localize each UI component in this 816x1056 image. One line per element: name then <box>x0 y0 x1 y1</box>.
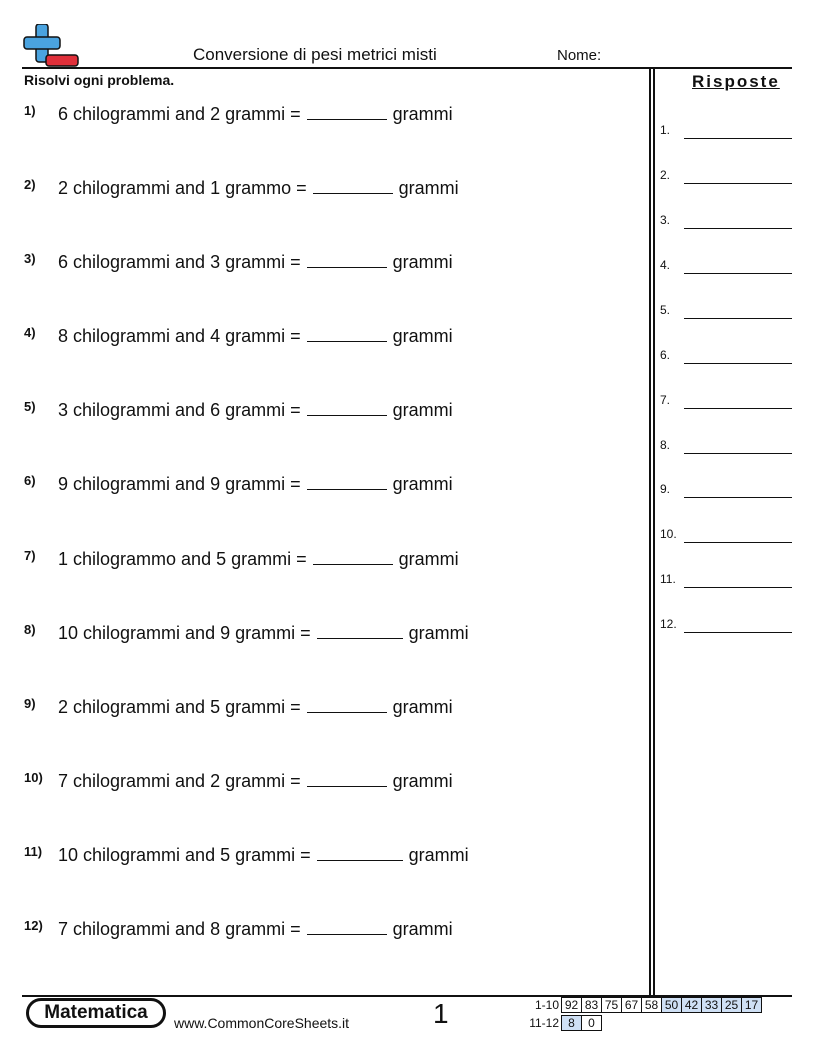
problem-6 <box>24 471 453 495</box>
score-cell: 50 <box>661 997 682 1013</box>
answer-slot-6[interactable] <box>660 348 792 364</box>
answer-blank[interactable] <box>317 620 403 639</box>
plus-minus-logo-icon <box>22 24 80 68</box>
problem-text: 8 chilogrammi and 4 grammi = <box>58 326 301 346</box>
problem-text: 6 chilogrammi and 3 grammi = <box>58 252 301 272</box>
answer-line <box>684 453 792 454</box>
answer-slot-7[interactable] <box>660 393 792 409</box>
problem-number: 9) <box>24 696 36 711</box>
answer-line <box>684 138 792 139</box>
problem-unit: grammi <box>392 919 453 939</box>
problem-10 <box>24 768 453 792</box>
answer-label: 1. <box>660 123 671 137</box>
answer-label: 7. <box>660 393 671 407</box>
brand-badge: Matematica <box>26 998 166 1028</box>
page-title: Conversione di pesi metrici misti <box>193 45 437 64</box>
answer-blank[interactable] <box>307 694 387 713</box>
problem-number: 10) <box>24 770 43 785</box>
answer-line <box>684 497 792 498</box>
answer-slot-5[interactable] <box>660 303 792 319</box>
answer-label: 9. <box>660 482 671 496</box>
problem-number: 3) <box>24 251 36 266</box>
problem-unit: grammi <box>392 771 453 791</box>
problem-4 <box>24 323 453 347</box>
problem-11 <box>24 842 469 866</box>
problem-text: 10 chilogrammi and 5 grammi = <box>58 845 311 865</box>
problem-text: 2 chilogrammi and 5 grammi = <box>58 697 301 717</box>
answer-slot-12[interactable] <box>660 617 792 633</box>
problem-8 <box>24 620 469 644</box>
score-row-label: 11-12 <box>529 1016 559 1030</box>
answer-blank[interactable] <box>317 842 403 861</box>
answer-line <box>684 318 792 319</box>
answer-blank[interactable] <box>307 397 387 416</box>
page-number: 1 <box>433 998 449 1029</box>
problem-2 <box>24 175 459 199</box>
problem-unit: grammi <box>392 252 453 272</box>
answer-blank[interactable] <box>307 768 387 787</box>
answer-label: 2. <box>660 168 671 182</box>
problem-1 <box>24 101 453 125</box>
answer-line <box>684 363 792 364</box>
problem-number: 11) <box>24 844 43 859</box>
problem-number: 7) <box>24 548 36 563</box>
answer-label: 11. <box>660 572 676 586</box>
answer-slot-8[interactable] <box>660 438 792 454</box>
problem-12 <box>24 916 453 940</box>
problem-9 <box>24 694 453 718</box>
answer-slot-3[interactable] <box>660 213 792 229</box>
answer-label: 12. <box>660 617 677 631</box>
answer-label: 6. <box>660 348 671 362</box>
problem-text: 7 chilogrammi and 8 grammi = <box>58 919 301 939</box>
problem-text: 10 chilogrammi and 9 grammi = <box>58 623 311 643</box>
problem-number: 6) <box>24 473 36 488</box>
problem-unit: grammi <box>398 178 459 198</box>
answer-blank[interactable] <box>307 101 387 120</box>
problem-unit: grammi <box>408 623 469 643</box>
instructions: Risolvi ogni problema. <box>24 72 175 88</box>
problem-text: 2 chilogrammi and 1 grammo = <box>58 178 307 198</box>
score-row-11-12 <box>528 1015 602 1031</box>
score-cell: 25 <box>721 997 742 1013</box>
answer-line <box>684 273 792 274</box>
score-cell: 0 <box>581 1015 602 1031</box>
answer-slot-10[interactable] <box>660 527 792 543</box>
problem-7 <box>24 546 459 570</box>
problem-5 <box>24 397 453 421</box>
score-row-label: 1-10 <box>534 998 559 1012</box>
answer-line <box>684 632 792 633</box>
answer-line <box>684 587 792 588</box>
problem-number: 1) <box>24 103 36 118</box>
answer-slot-1[interactable] <box>660 123 792 139</box>
score-row-1-10 <box>528 997 762 1013</box>
answer-blank[interactable] <box>313 546 393 565</box>
answer-label: 10. <box>660 527 677 541</box>
answer-line <box>684 542 792 543</box>
answer-line <box>684 228 792 229</box>
answer-blank[interactable] <box>307 323 387 342</box>
answer-line <box>684 408 792 409</box>
answer-slot-9[interactable] <box>660 482 792 498</box>
problem-number: 8) <box>24 622 36 637</box>
site-url: www.CommonCoreSheets.it <box>174 1015 350 1031</box>
answer-slot-11[interactable] <box>660 572 792 588</box>
problem-number: 5) <box>24 399 36 414</box>
answer-label: 3. <box>660 213 671 227</box>
problem-unit: grammi <box>398 549 459 569</box>
name-label: Nome: <box>557 47 602 64</box>
problem-unit: grammi <box>408 845 469 865</box>
answer-label: 4. <box>660 258 671 272</box>
answer-blank[interactable] <box>307 916 387 935</box>
problem-number: 12) <box>24 918 43 933</box>
problem-unit: grammi <box>392 400 453 420</box>
header-divider <box>22 67 792 69</box>
problem-text: 3 chilogrammi and 6 grammi = <box>58 400 301 420</box>
answer-slot-2[interactable] <box>660 168 792 184</box>
problem-number: 4) <box>24 325 36 340</box>
problem-unit: grammi <box>392 697 453 717</box>
problem-3 <box>24 249 453 273</box>
answer-label: 5. <box>660 303 671 317</box>
column-divider <box>653 68 655 996</box>
score-cell: 33 <box>701 997 722 1013</box>
answer-blank[interactable] <box>313 175 393 194</box>
score-cell: 42 <box>681 997 702 1013</box>
answer-slot-4[interactable] <box>660 258 792 274</box>
problem-text: 9 chilogrammi and 9 grammi = <box>58 474 301 494</box>
score-cell: 8 <box>561 1015 582 1031</box>
problem-unit: grammi <box>392 104 453 124</box>
column-divider <box>649 68 651 996</box>
answer-blank[interactable] <box>307 471 387 490</box>
score-cell: 83 <box>581 997 602 1013</box>
answer-blank[interactable] <box>307 249 387 268</box>
problem-unit: grammi <box>392 474 453 494</box>
score-cell: 58 <box>641 997 662 1013</box>
answer-label: 8. <box>660 438 671 452</box>
score-cell: 67 <box>621 997 642 1013</box>
answer-line <box>684 183 792 184</box>
score-cell: 92 <box>561 997 582 1013</box>
problem-text: 7 chilogrammi and 2 grammi = <box>58 771 301 791</box>
score-cell: 75 <box>601 997 622 1013</box>
score-cell: 17 <box>741 997 762 1013</box>
problem-number: 2) <box>24 177 36 192</box>
problem-unit: grammi <box>392 326 453 346</box>
problem-text: 6 chilogrammi and 2 grammi = <box>58 104 301 124</box>
problem-text: 1 chilogrammo and 5 grammi = <box>58 549 307 569</box>
answers-heading: Risposte <box>692 72 780 91</box>
